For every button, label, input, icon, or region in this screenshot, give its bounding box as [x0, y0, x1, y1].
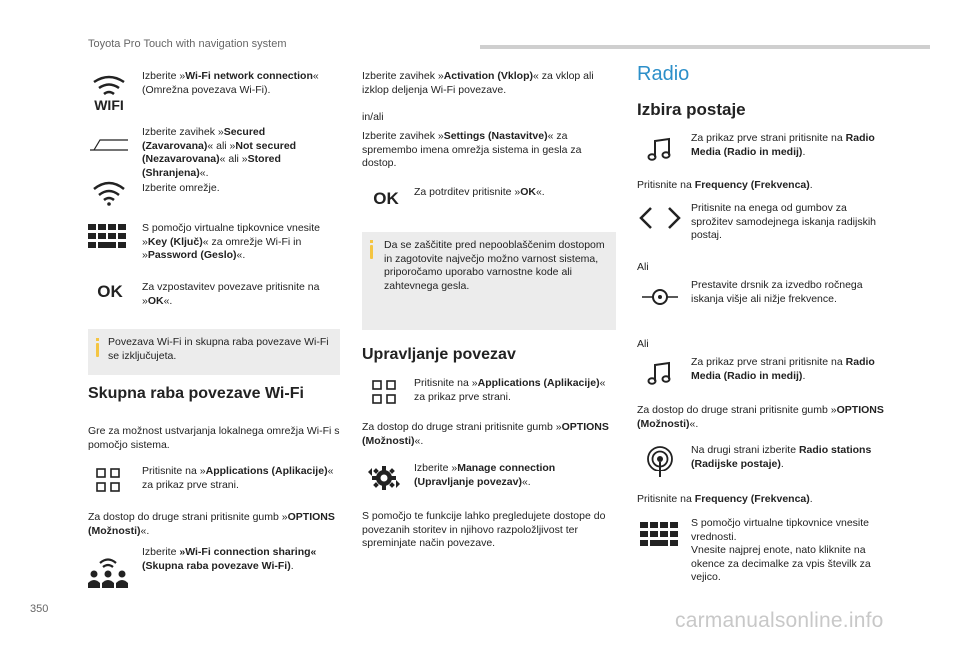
- keyboard-icon: [88, 224, 128, 250]
- section-heading-wifi-sharing: Skupna raba povezave Wi-Fi: [88, 385, 304, 402]
- header-title: Toyota Pro Touch with navigation system: [88, 38, 287, 50]
- ok-icon: OK: [97, 282, 123, 302]
- tuning-slider-icon: [642, 286, 678, 308]
- header-divider: [480, 45, 930, 49]
- wifi-icon: [92, 180, 126, 206]
- step-radio-media-1: Za prikaz prve strani pritisnite na Radio Media (Radio in medij).: [691, 132, 875, 158]
- keyboard-icon: [640, 522, 680, 548]
- step-wifi-sharing: Izberite »Wi-Fi connection sharing« (Skupna raba povezave Wi-Fi).: [142, 546, 317, 572]
- and-or-label: in/ali: [362, 111, 384, 123]
- step-radio-stations: Na drugi strani izberite Radio stations (Radijske postaje).: [691, 444, 872, 470]
- music-note-icon: [646, 136, 674, 164]
- step-tuning-slider: Prestavite drsnik za izvedbo ročnega iskanja višje ali nižje frekvence.: [691, 279, 863, 305]
- info-note-exclusive: Povezava Wi-Fi in skupna raba povezave Wi-Fi se izključujeta.: [88, 329, 340, 375]
- ok-icon: OK: [373, 189, 399, 209]
- step-frequency-1: Pritisnite na Frequency (Frekvenca).: [637, 179, 813, 191]
- info-icon: [96, 338, 99, 341]
- step-select-network: Izberite omrežje.: [142, 182, 220, 194]
- step-confirm-ok: Za potrditev pritisnite »OK«.: [414, 186, 545, 198]
- watermark: carmanualsonline.info: [675, 609, 884, 632]
- step-applications-2: Pritisnite na »Applications (Aplikacije)« za prikaz prve strani.: [414, 377, 606, 403]
- step-enter-key: S pomočjo virtualne tipkovnice vnesite »Key (Ključ)« za omrežje Wi-Fi in »Password (Geslo)«.: [142, 222, 321, 261]
- manage-connection-icon: [368, 464, 400, 492]
- svg-text:WIFI: WIFI: [94, 97, 124, 112]
- or-label-1: Ali: [637, 261, 649, 273]
- step-applications: Pritisnite na »Applications (Aplikacije)« za prikaz prve strani.: [142, 465, 334, 491]
- step-options: Za dostop do druge strani pritisnite gumb »OPTIONS (Možnosti)«.: [88, 511, 335, 537]
- step-radio-media-2: Za prikaz prve strani pritisnite na Radio Media (Radio in medij).: [691, 356, 875, 382]
- step-options-3: Za dostop do druge strani pritisnite gumb »OPTIONS (Možnosti)«.: [637, 404, 884, 430]
- step-secured-tabs: Izberite zavihek »Secured (Zavarovana)« ali »Not secured (Nezavarovana)« ali »Stored (Shranjena)«.: [142, 126, 297, 179]
- seek-arrows-icon: [638, 205, 682, 231]
- step-seek-buttons: Pritisnite na enega od gumbov za sprožitev samodejnega iskanja radijskih postaj.: [691, 202, 877, 241]
- connections-outro: S pomočjo te funkcije lahko pregledujete dostope do povezanih storitev in njihovo razpoložljivost ter spreminjate način povezave.: [362, 510, 606, 549]
- section-heading-station: Izbira postaje: [637, 100, 746, 119]
- applications-icon: [372, 380, 396, 404]
- step-activation: Izberite zavihek »Activation (Vklop)« za vklop ali izklop deljenja Wi-Fi povezave.: [362, 70, 594, 96]
- password-field-icon: [88, 137, 130, 153]
- page-number: 350: [30, 603, 49, 615]
- step-ok-connect: Za vzpostavitev povezave pritisnite na »OK«.: [142, 281, 320, 307]
- step-keyboard-frequency: S pomočjo virtualne tipkovnice vnesite vrednosti. Vnesite najprej enote, nato kliknite na okence za decimalke za vpis številk za vejico.: [691, 517, 871, 583]
- wifi-sharing-icon: [88, 555, 128, 589]
- music-note-icon: [646, 360, 674, 388]
- info-note-security: Da se zaščitite pred nepooblaščenim dostopom in zagotovite največjo možno varnost sistema, priporočamo uporabo varnostne kode ali zahtevnega gesla.: [362, 232, 616, 330]
- applications-icon: [96, 468, 120, 492]
- info-icon: [370, 240, 373, 243]
- step-manage-connection: Izberite »Manage connection (Upravljanje povezav)«.: [414, 462, 556, 488]
- section-heading-connections: Upravljanje povezav: [362, 346, 516, 363]
- step-options-2: Za dostop do druge strani pritisnite gumb »OPTIONS (Možnosti)«.: [362, 421, 609, 447]
- or-label-2: Ali: [637, 338, 649, 350]
- wifi-sharing-intro: Gre za možnost ustvarjanja lokalnega omrežja Wi-Fi s pomočjo sistema.: [88, 425, 340, 451]
- radio-broadcast-icon: [644, 446, 676, 478]
- step-wifi-network: Izberite »Wi-Fi network connection« (Omrežna povezava Wi-Fi).: [142, 70, 319, 96]
- step-frequency-2: Pritisnite na Frequency (Frekvenca).: [637, 493, 813, 505]
- wifi-text-icon: [88, 74, 130, 112]
- step-settings: Izberite zavihek »Settings (Nastavitve)« za spremembo imena omrežja sistema in gesla za dostop.: [362, 130, 582, 169]
- section-title-radio: Radio: [637, 63, 690, 85]
